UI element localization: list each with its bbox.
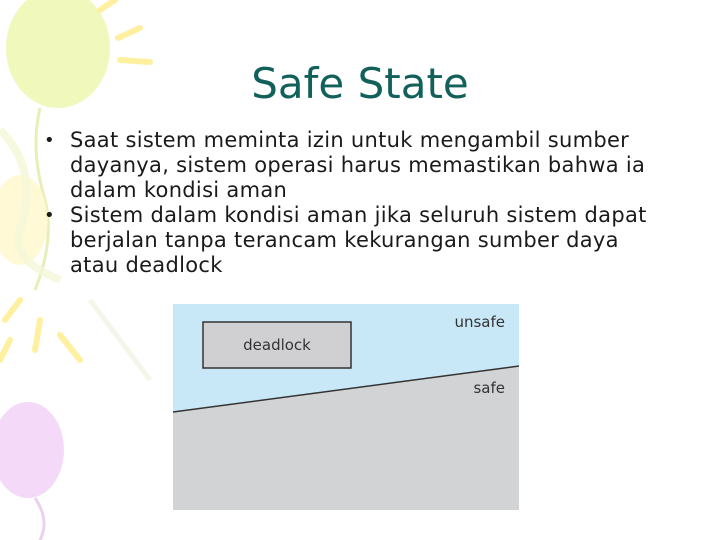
bullet-text: Saat sistem meminta izin untuk mengambil sumber dayanya, sistem operasi harus memastikan bahwa ia dalam kondisi aman [70, 128, 646, 202]
bullet-marker-icon: • [44, 205, 55, 226]
bullet-text: Sistem dalam kondisi aman jika seluruh sistem dapat berjalan tanpa terancam kekurangan sumber daya atau deadlock [70, 203, 647, 277]
balloon-string [35, 498, 44, 540]
safe-state-diagram [173, 304, 519, 510]
bullet-marker-icon: • [44, 130, 55, 151]
balloon-purple-icon [0, 402, 64, 498]
deadlock-label: deadlock [243, 336, 311, 354]
bullet-list [40, 128, 670, 278]
bullet-item-1 [40, 128, 670, 203]
bullet-item-2 [40, 203, 670, 278]
ribbon-decoration [90, 300, 150, 380]
unsafe-label: unsafe [454, 313, 505, 331]
slide-title: Safe State [251, 59, 469, 108]
safe-label: safe [473, 379, 505, 397]
